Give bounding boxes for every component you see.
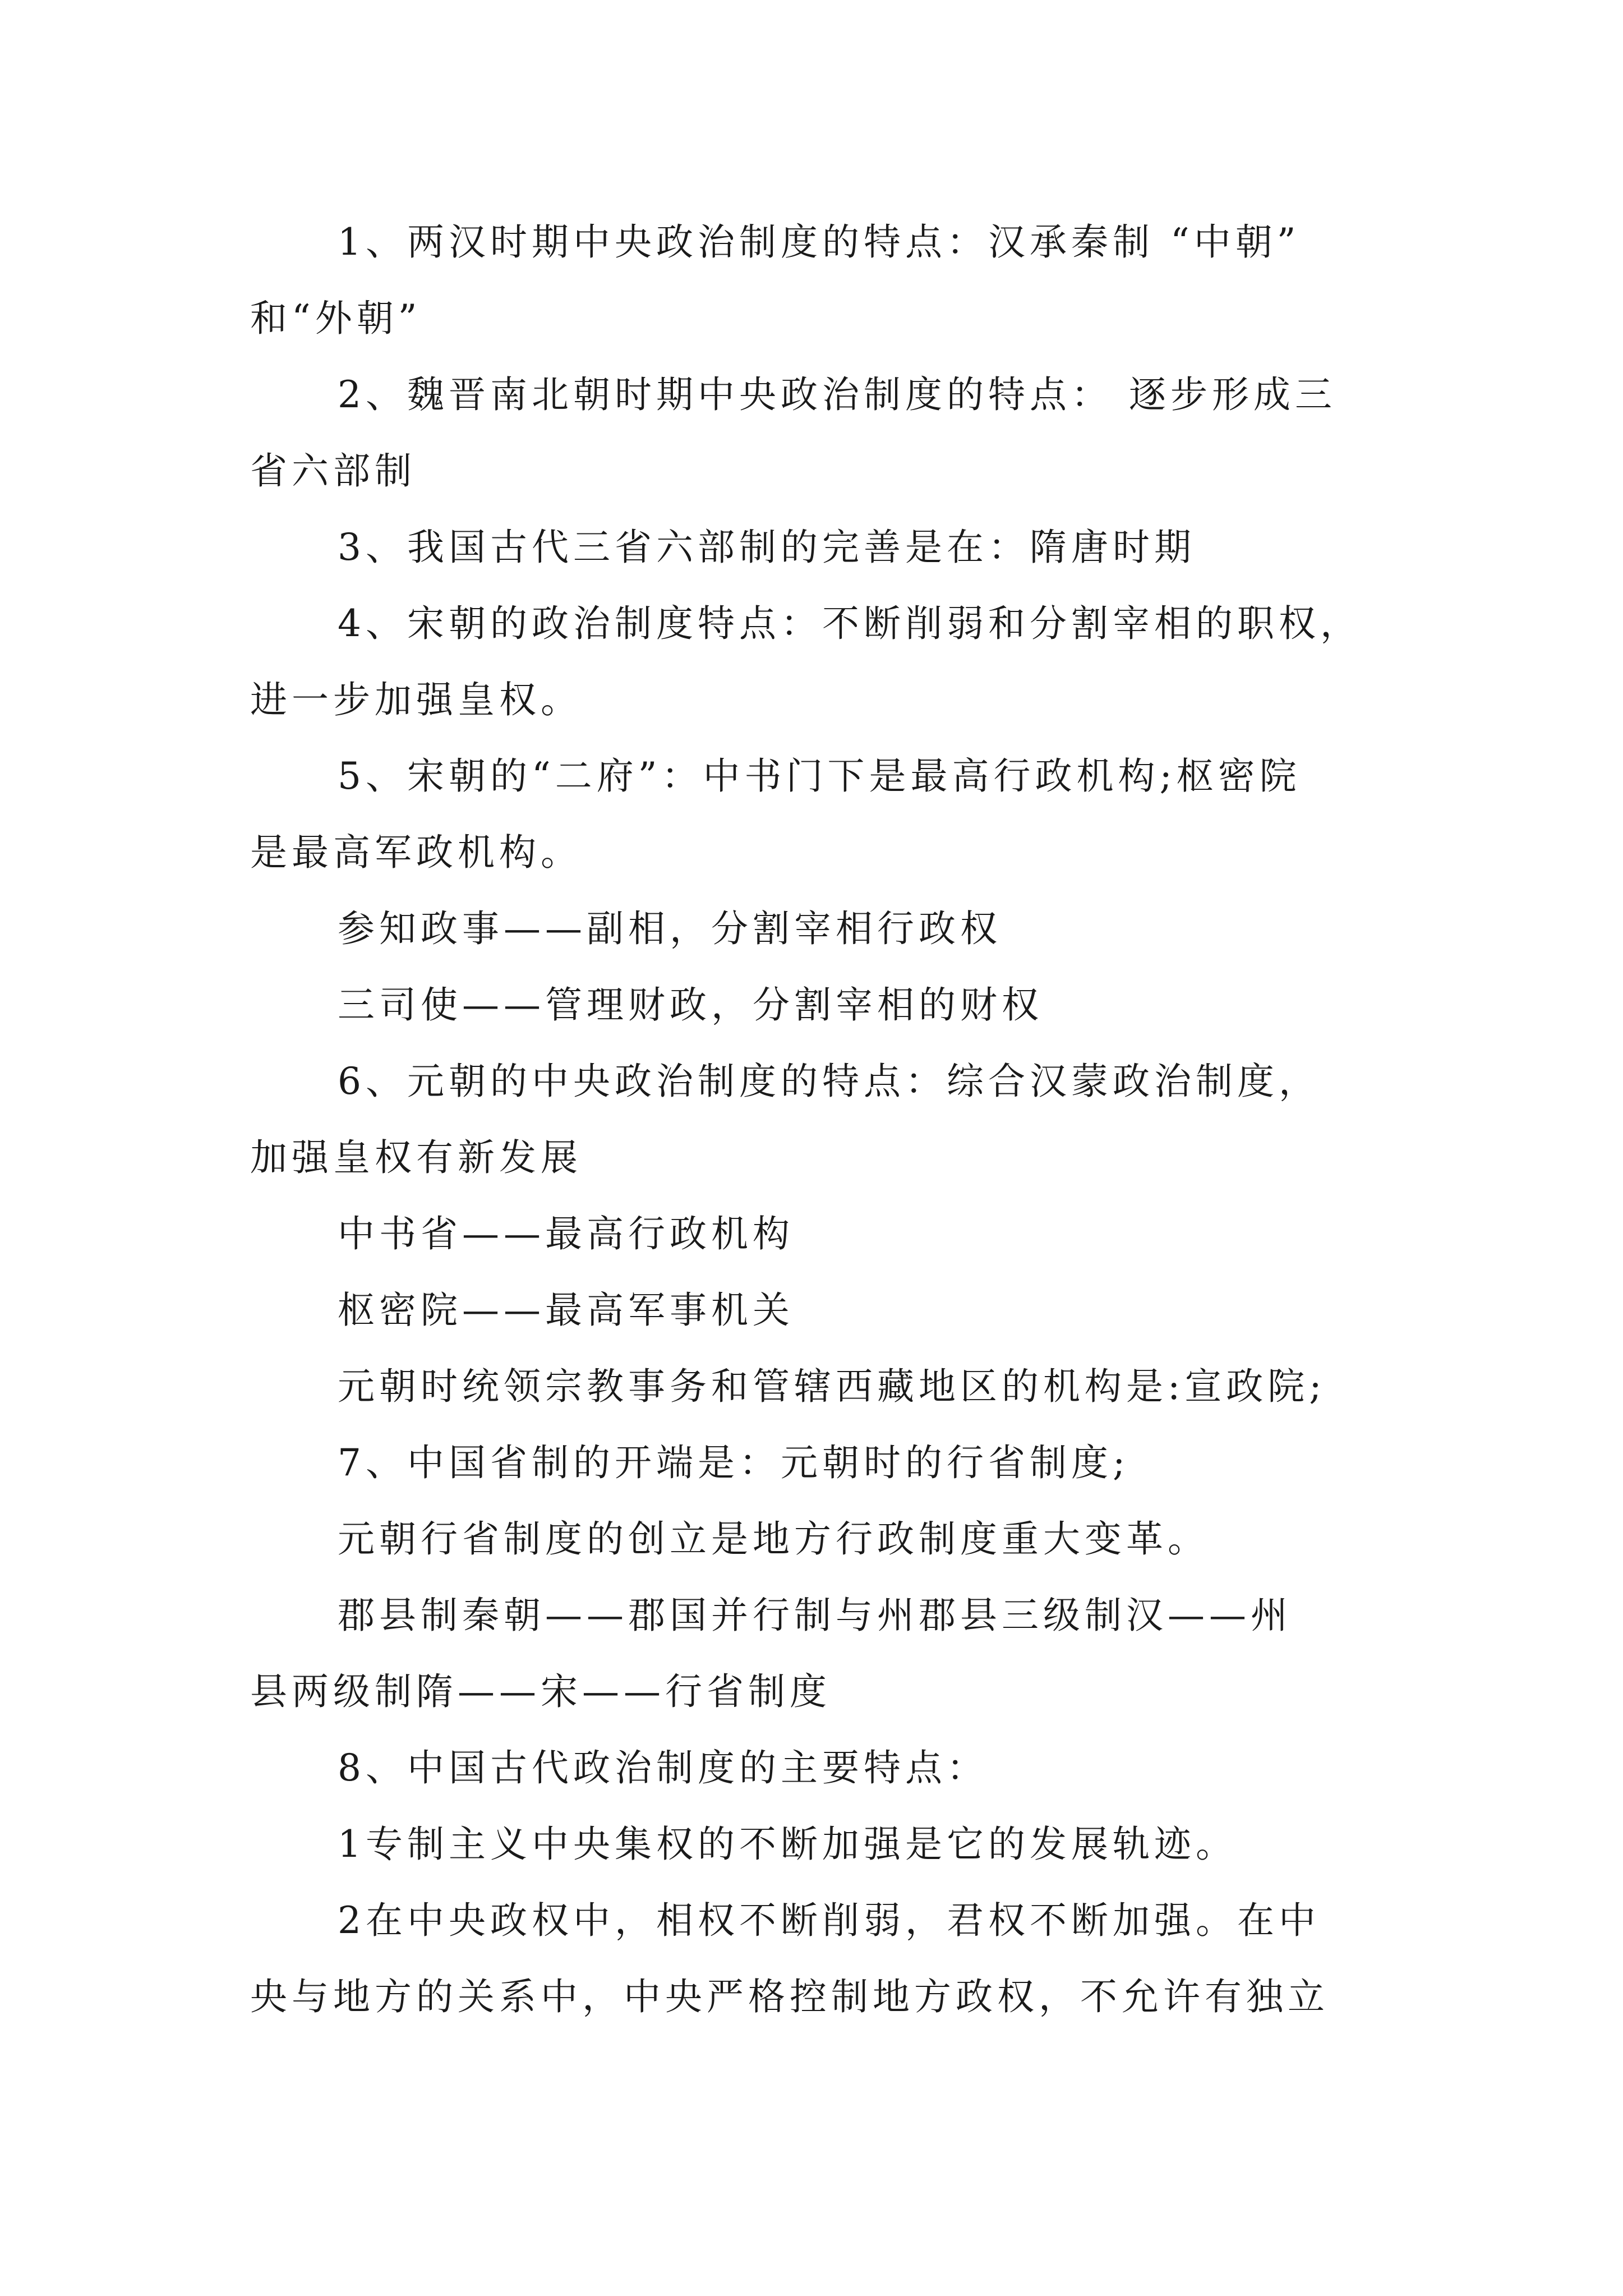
- paragraph-line: 是最高军政机构。: [250, 831, 582, 874]
- paragraph-line: 央与地方的关系中，中央严格控制地方政权，不允许有独立: [250, 1975, 1329, 2018]
- paragraph-line: 5、宋朝的“二府”：中书门下是最高行政机构;枢密院: [338, 754, 1301, 798]
- paragraph-line: 中书省——最高行政机构: [338, 1212, 794, 1255]
- paragraph-line: 郡县制秦朝——郡国并行制与州郡县三级制汉——州: [338, 1594, 1292, 1637]
- paragraph-line: 7、中国省制的开端是：元朝时的行省制度;: [338, 1441, 1130, 1484]
- paragraph-line: 元朝行省制度的创立是地方行政制度重大变革。: [338, 1517, 1209, 1561]
- paragraph-line: 3、我国古代三省六部制的完善是在：隋唐时期: [338, 526, 1196, 569]
- paragraph-line: 进一步加强皇权。: [250, 678, 582, 721]
- paragraph-line: 4、宋朝的政治制度特点：不断削弱和分割宰相的职权，: [338, 602, 1362, 645]
- paragraph-line: 省六部制: [250, 449, 416, 493]
- paragraph-line: 参知政事——副相，分割宰相行政权: [338, 907, 1002, 950]
- paragraph-line: 加强皇权有新发展: [250, 1136, 582, 1179]
- paragraph-line: 6、元朝的中央政治制度的特点：综合汉蒙政治制度，: [338, 1060, 1320, 1103]
- paragraph-line: 1专制主义中央集权的不断加强是它的发展轨迹。: [338, 1823, 1237, 1866]
- paragraph-line: 枢密院——最高军事机关: [338, 1289, 794, 1332]
- paragraph-line: 县两级制隋——宋——行省制度: [250, 1670, 831, 1713]
- paragraph-line: 和“外朝”: [250, 297, 422, 340]
- paragraph-line: 2在中央政权中，相权不断削弱，君权不断加强。在中: [338, 1899, 1320, 1942]
- paragraph-line: 2、魏晋南北朝时期中央政治制度的特点： 逐步形成三: [338, 373, 1336, 416]
- paragraph-line: 三司使——管理财政，分割宰相的财权: [338, 983, 1043, 1027]
- paragraph-line: 元朝时统领宗教事务和管辖西藏地区的机构是:宣政院;: [338, 1365, 1326, 1408]
- paragraph-line: 8、中国古代政治制度的主要特点：: [338, 1746, 988, 1789]
- paragraph-line: 1、两汉时期中央政治制度的特点：汉承秦制 “中朝”: [338, 220, 1301, 264]
